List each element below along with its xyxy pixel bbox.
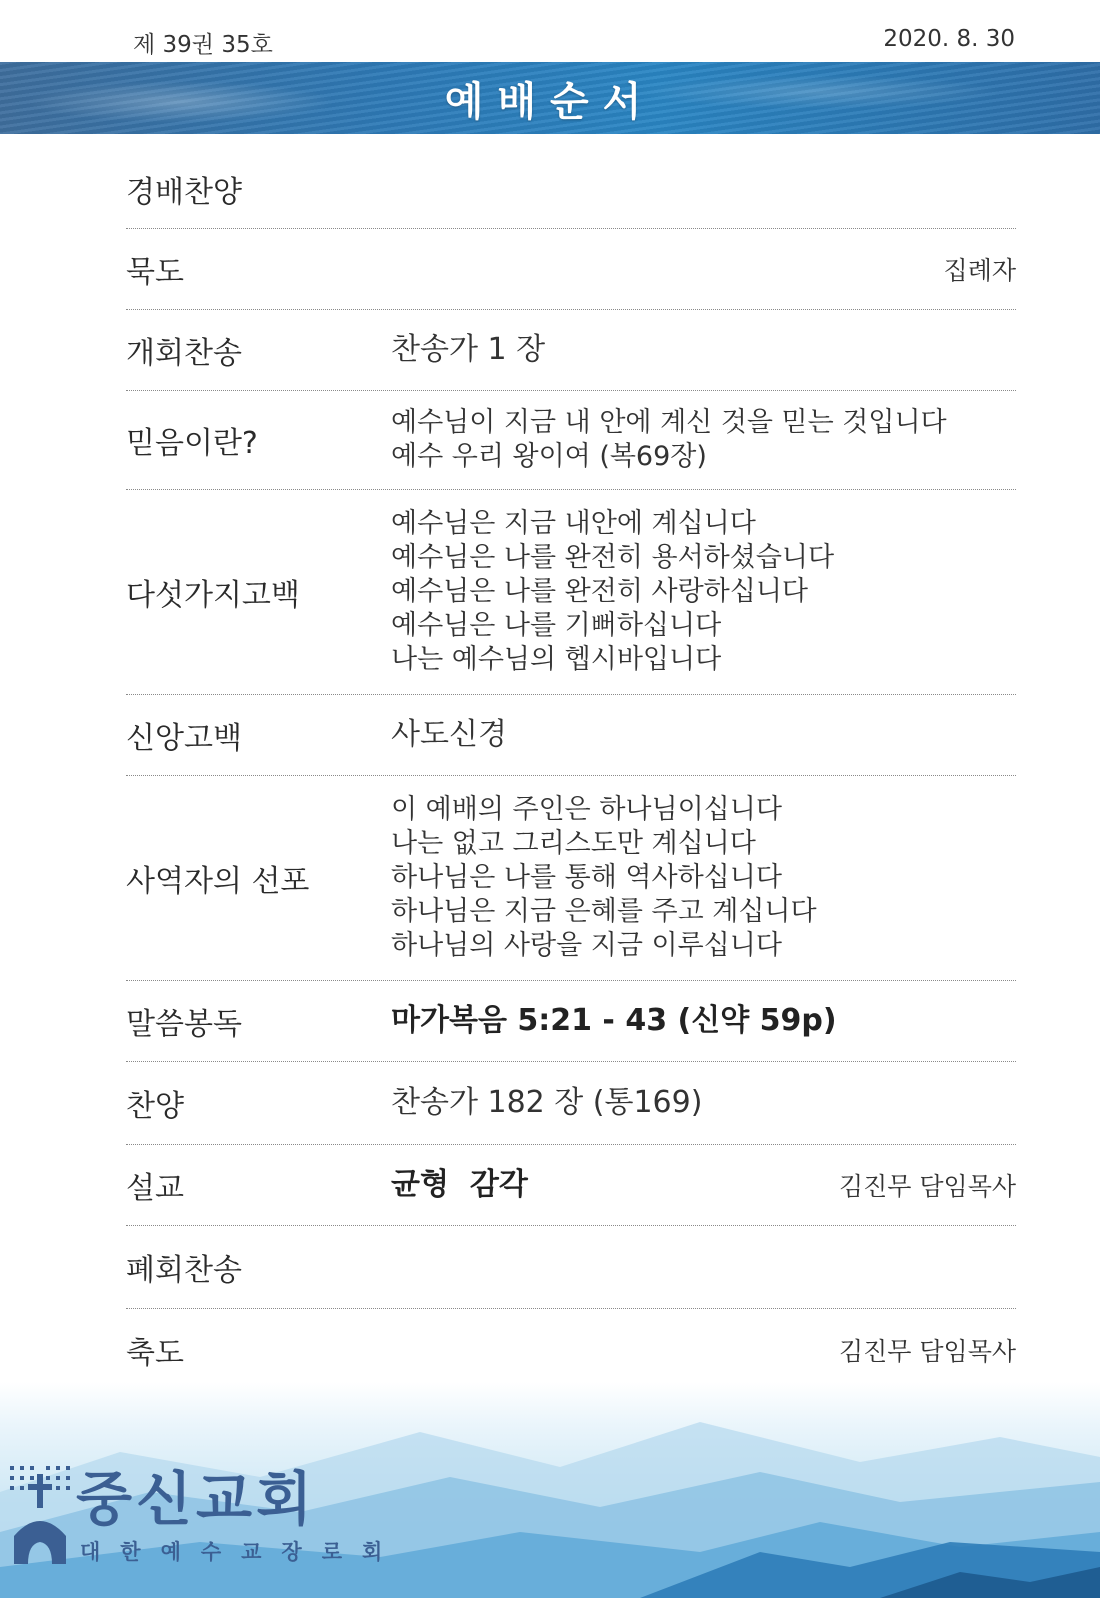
- order-row: [126, 490, 1016, 695]
- order-row: [126, 1309, 1016, 1391]
- benediction-leader: 김진무 담임목사: [839, 1337, 1016, 1366]
- order-label: 경배찬양: [126, 175, 242, 210]
- order-label: 말씀봉독: [126, 1007, 242, 1042]
- order-content: [391, 333, 1016, 367]
- order-row: [126, 150, 1016, 229]
- content-line: 예수님은 나를 완전히 사랑하십니다: [391, 576, 808, 607]
- content-line: 찬송가 1 장: [391, 332, 546, 367]
- order-row: [126, 1145, 1016, 1226]
- order-label: 폐회찬송: [126, 1253, 242, 1288]
- content-line: 예수 우리 왕이여 (복69장): [391, 441, 707, 472]
- order-row: [126, 1226, 1016, 1309]
- order-content: [391, 406, 1016, 474]
- content-line: 이 예배의 주인은 하나님이십니다: [391, 794, 782, 825]
- order-label: 다섯가지고백: [126, 578, 300, 613]
- order-row: [126, 695, 1016, 776]
- order-row: [126, 776, 1016, 981]
- content-line: 예수님이 지금 내 안에 계신 것을 믿는 것입니다: [391, 407, 947, 438]
- order-label: 사역자의 선포: [126, 864, 310, 899]
- content-line: 하나님은 지금 은혜를 주고 계십니다: [391, 896, 817, 927]
- church-name: 중신교회: [76, 1465, 317, 1533]
- order-label: 찬양: [126, 1089, 184, 1124]
- order-label: 설교: [126, 1171, 184, 1206]
- order-content: [391, 718, 1016, 752]
- content-line: 찬송가 182 장 (통169): [391, 1085, 703, 1120]
- scripture-reading: 마가복음 5:21 - 43 (신약 59p): [391, 1003, 837, 1038]
- page-title: 예배순서: [444, 78, 656, 125]
- content-line: 사도신경: [391, 717, 507, 752]
- content-line: 나는 예수님의 헵시바입니다: [391, 644, 722, 675]
- title-banner: [0, 62, 1100, 134]
- order-label: 묵도: [126, 255, 184, 290]
- order-label: 믿음이란?: [126, 426, 258, 461]
- order-row: [126, 981, 1016, 1062]
- order-row: [126, 391, 1016, 490]
- content-line: 나는 없고 그리스도만 계십니다: [391, 828, 756, 859]
- order-row: [126, 310, 1016, 391]
- sermon-title: 균형 감각: [391, 1167, 528, 1202]
- bulletin-date: 2020. 8. 30: [883, 26, 1015, 52]
- order-content: [391, 1086, 1016, 1120]
- order-content: [391, 1004, 1016, 1038]
- church-logo-icon: [8, 1466, 72, 1564]
- order-leader: 집례자: [943, 256, 1016, 285]
- denomination-name: 대한예수교장로회: [80, 1540, 403, 1564]
- issue-number: 제 39권 35호: [133, 32, 273, 58]
- order-label: 축도: [126, 1336, 184, 1371]
- content-line: 예수님은 나를 기뻐하십니다: [391, 610, 722, 641]
- order-row: [126, 229, 1016, 310]
- worship-order-list: [126, 150, 1016, 1391]
- header-bar: [0, 0, 1100, 62]
- preacher-name: 김진무 담임목사: [839, 1172, 1016, 1201]
- content-line: 하나님은 나를 통해 역사하십니다: [391, 862, 782, 893]
- content-line: 하나님의 사랑을 지금 이루십니다: [391, 930, 782, 961]
- content-line: 예수님은 지금 내안에 계십니다: [391, 508, 756, 539]
- order-label: 개회찬송: [126, 336, 242, 371]
- order-label: 신앙고백: [126, 721, 242, 756]
- order-row: [126, 1062, 1016, 1145]
- order-content: [391, 507, 1016, 677]
- content-line: 예수님은 나를 완전히 용서하셨습니다: [391, 542, 835, 573]
- order-content: [391, 793, 1016, 963]
